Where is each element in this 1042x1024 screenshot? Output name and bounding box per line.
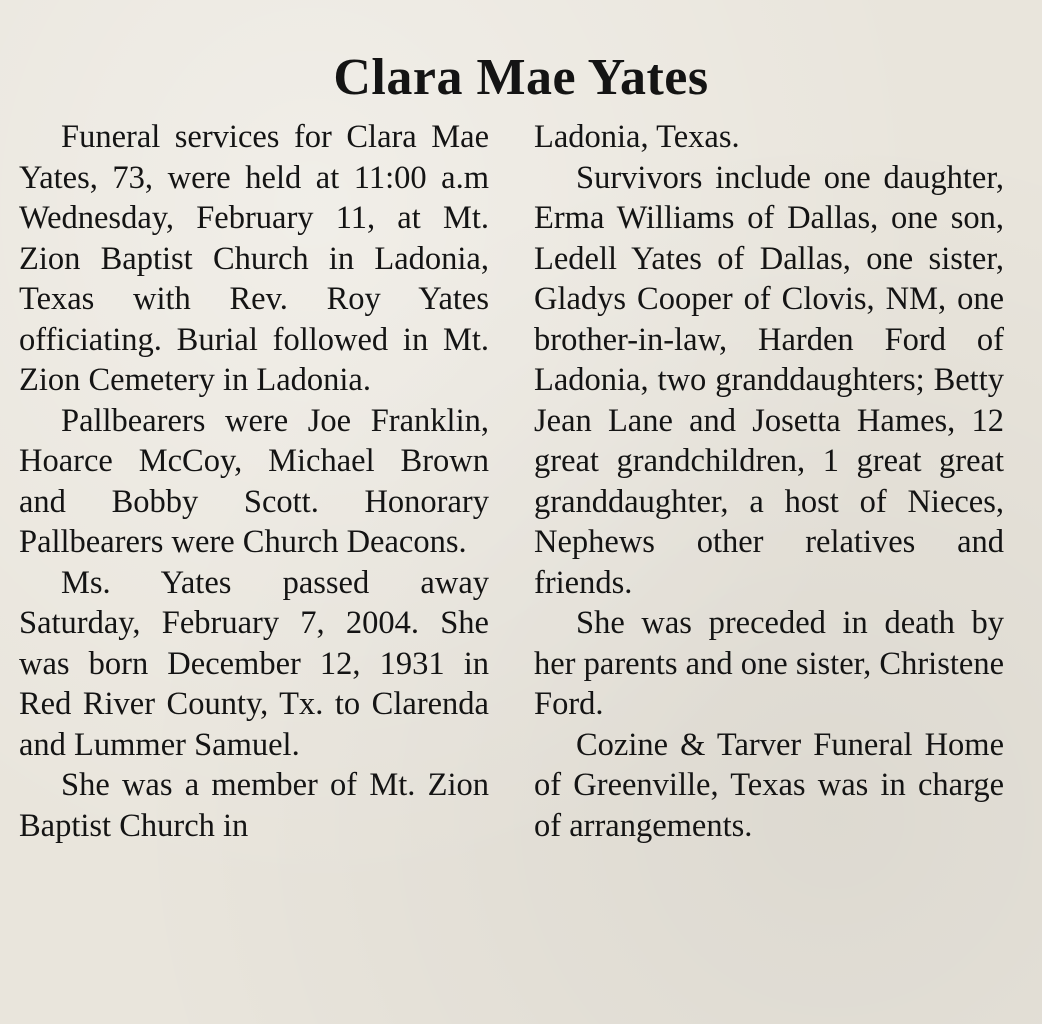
- funeral-services-paragraph: Funeral services for Clara Mae Yates, 73, were held at 11:00 a.m Wednesday, February 11, at Mt. Zion Baptist Church in Ladonia, Texas with Rev. Roy Yates officiating. Burial followed in Mt. Zion Cemetery in Ladonia.: [19, 119, 489, 398]
- membership-paragraph: She was a member of Mt. Zion Baptist Church in: [19, 767, 489, 844]
- obituary-headline: Clara Mae Yates: [333, 49, 709, 106]
- membership-continued-paragraph: Ladonia, Texas.: [534, 119, 740, 155]
- right-column: [534, 117, 1004, 846]
- survivors-paragraph: Survivors include one daughter, Erma Williams of Dallas, one son, Ledell Yates of Dallas, one sister, Gladys Cooper of Clovis, NM, one brother-in-law, Harden Ford of Ladonia, two granddaughters; Betty Jean Lane and Josetta Hames, 12 great grandchildren, 1 great great granddaughter, a host of Nieces, Nephews other relatives and friends.: [534, 159, 1004, 601]
- arrangements-paragraph: Cozine & Tarver Funeral Home of Greenville, Texas was in charge of arrangements.: [534, 726, 1004, 844]
- passing-paragraph: Ms. Yates passed away Saturday, February 7, 2004. She was born December 12, 1931 in Red River County, Tx. to Clarenda and Lummer Samuel.: [19, 564, 489, 763]
- left-column: [19, 117, 489, 846]
- preceded-paragraph: She was preceded in death by her parents and one sister, Christene Ford.: [534, 605, 1004, 722]
- pallbearers-paragraph: Pallbearers were Joe Franklin, Hoarce McCoy, Michael Brown and Bobby Scott. Honorary Pallbearers were Church Deacons.: [19, 402, 489, 560]
